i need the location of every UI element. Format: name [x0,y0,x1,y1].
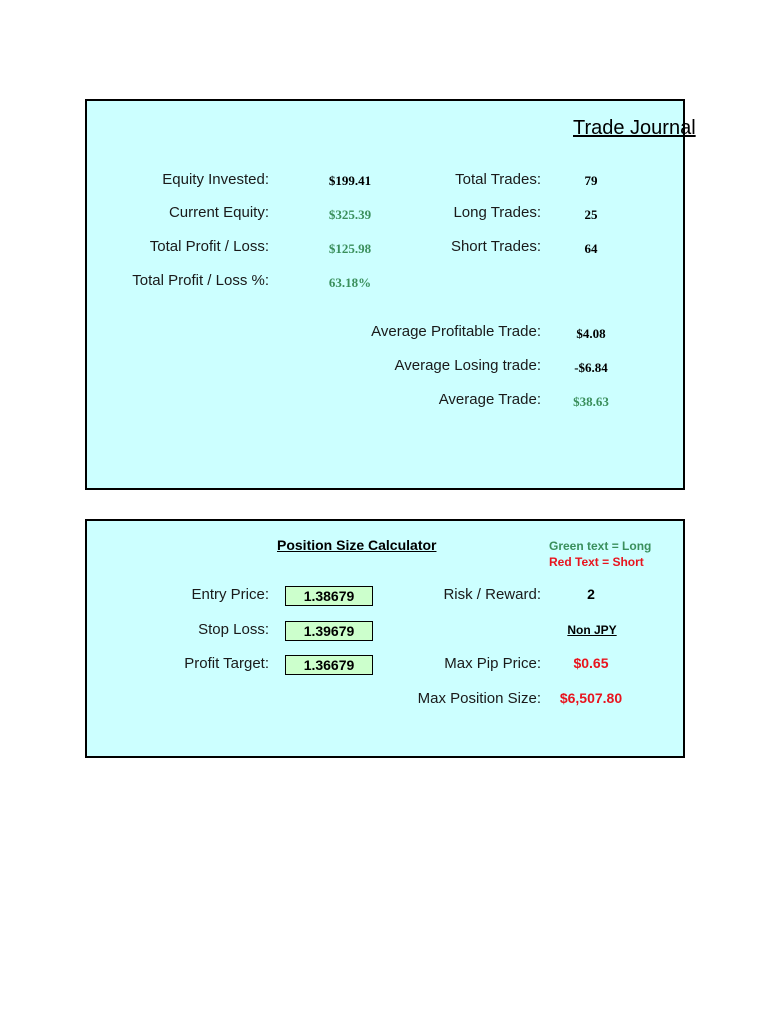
avg-losing-trade-value: -$6.84 [574,360,608,375]
total-trades-value: 79 [584,173,598,188]
avg-trade-label: Average Trade: [438,391,541,408]
max-position-size-label: Max Position Size: [417,690,541,707]
avg-losing-trade-label: Average Losing trade: [394,357,541,374]
max-pip-price-value: $0.65 [573,655,609,671]
short-trades-label: Short Trades: [450,238,541,255]
position-size-calculator-panel [85,519,685,758]
trade-journal-panel [85,99,696,490]
journal-title: Trade Journal [573,117,696,139]
total-profit-loss-label: Total Profit / Loss: [149,238,269,255]
current-equity-value: $325.39 [328,207,372,222]
entry-price-input[interactable] [285,586,373,606]
long-trades-value: 25 [584,207,598,222]
risk-reward-value: 2 [587,586,595,602]
entry-price-label: Entry Price: [191,586,269,603]
profit-target-input[interactable] [285,655,373,675]
pair-type-label: Non JPY [567,623,617,637]
stop-loss-input[interactable] [285,621,373,641]
max-pip-price-label: Max Pip Price: [444,655,541,672]
avg-trade-value: $38.63 [573,394,609,409]
long-trades-label: Long Trades: [453,204,541,221]
legend-green-text: Green text = Long [549,539,652,553]
current-equity-label: Current Equity: [168,204,269,221]
total-profit-loss-pct-label: Total Profit / Loss %: [132,272,269,289]
equity-invested-label: Equity Invested: [162,171,269,188]
max-position-size-value: $6,507.80 [559,690,623,706]
avg-profitable-trade-label: Average Profitable Trade: [371,323,541,340]
legend-red-text: Red Text = Short [549,555,644,569]
avg-profitable-trade-value: $4.08 [576,326,606,341]
stop-loss-label: Stop Loss: [198,621,269,638]
short-trades-value: 64 [584,241,598,256]
total-profit-loss-value: $125.98 [328,241,372,256]
calculator-title: Position Size Calculator [277,537,437,553]
total-trades-label: Total Trades: [455,171,541,188]
equity-invested-value: $199.41 [328,173,372,188]
profit-target-label: Profit Target: [184,655,269,672]
risk-reward-label: Risk / Reward: [443,586,541,603]
total-profit-loss-pct-value: 63.18% [328,275,372,290]
